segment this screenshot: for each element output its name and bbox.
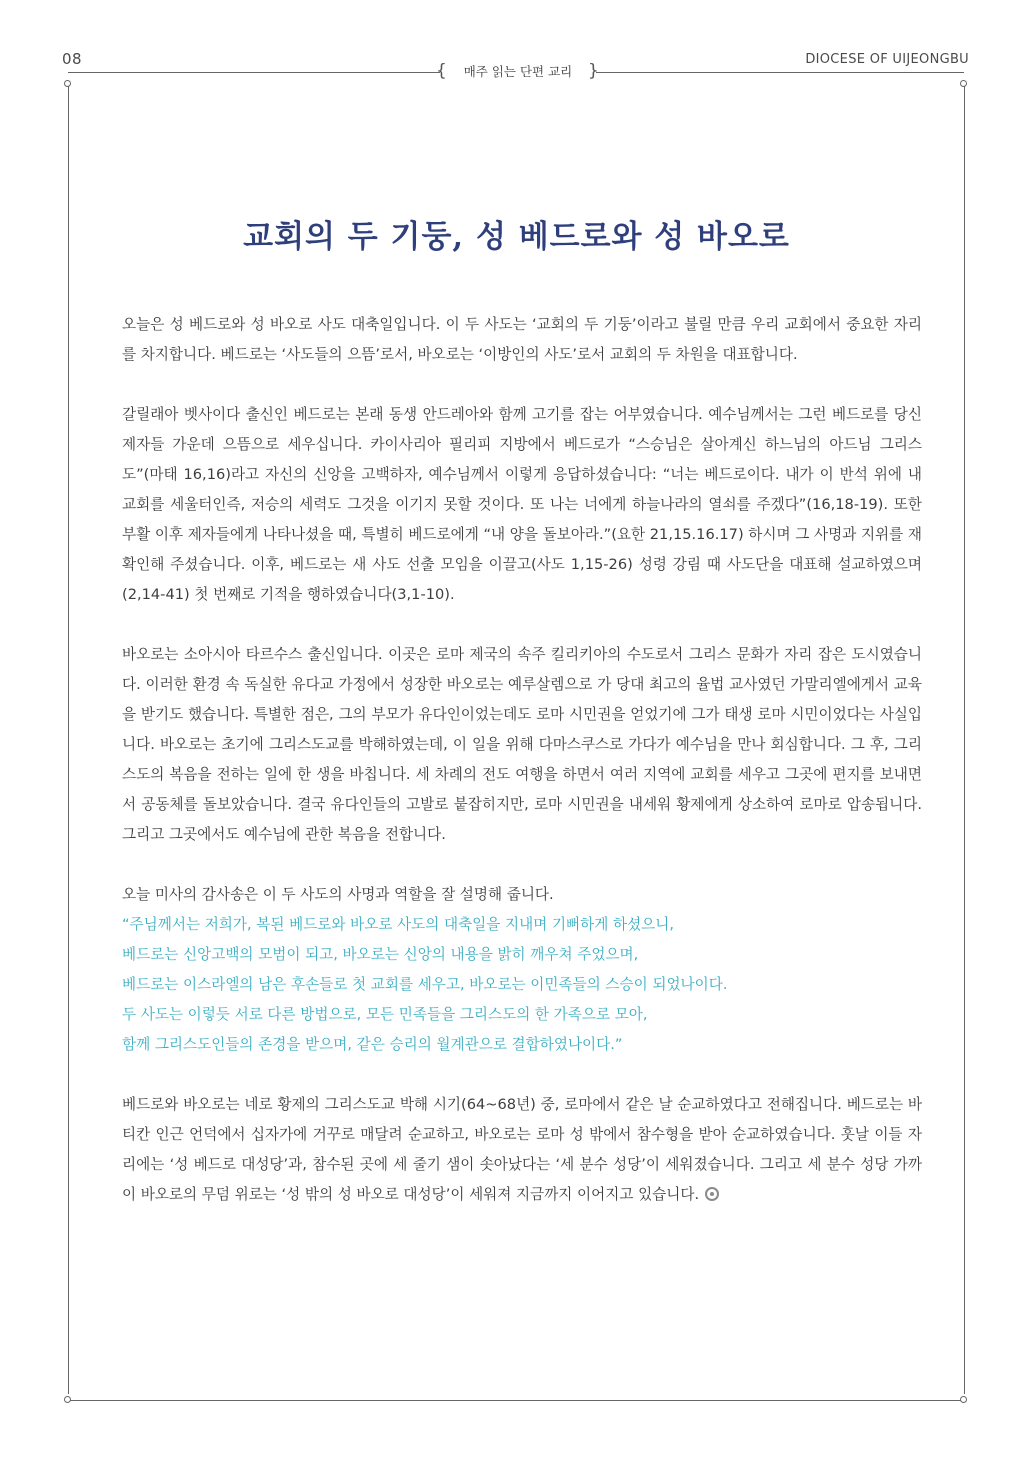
frame-bottom-border	[68, 1400, 964, 1401]
header-rule-left	[68, 72, 440, 73]
right-brace-icon: }	[588, 61, 599, 81]
corner-dot-icon	[960, 80, 967, 87]
corner-dot-icon	[64, 1396, 71, 1403]
page-number: 08	[62, 50, 83, 68]
section-label: 매주 읽는 단편 교리	[463, 64, 573, 79]
end-of-article-icon	[705, 1187, 719, 1201]
article-title: 교회의 두 기둥, 성 베드로와 성 바오로	[243, 218, 790, 255]
article-body	[122, 310, 922, 1210]
corner-dot-icon	[960, 1396, 967, 1403]
quote-line: “주님께서는 저희가, 복된 베드로와 바오로 사도의 대축일을 지내며 기뻐하게 하셨으니,	[122, 916, 675, 933]
quote-line: 두 사도는 이렇듯 서로 다른 방법으로, 모든 민족들을 그리스도의 한 가족으로 모아,	[122, 1006, 648, 1023]
paragraph-intro: 오늘은 성 베드로와 성 바오로 사도 대축일입니다. 이 두 사도는 ‘교회의 두 기둥’이라고 불릴 만큼 우리 교회에서 중요한 자리를 차지합니다. 베드로는 ‘사도들의 으뜸’로서, 바오로는 ‘이방인의 사도’로서 교회의 두 차원을 대표합니다.	[122, 316, 922, 363]
quote-line: 베드로는 신앙고백의 모범이 되고, 바오로는 신앙의 내용을 밝히 깨우쳐 주었으며,	[122, 946, 639, 963]
frame-left-border	[68, 84, 69, 1394]
paragraph-paul: 바오로는 소아시아 타르수스 출신입니다. 이곳은 로마 제국의 속주 킬리키아의 수도로서 그리스 문화가 자리 잡은 도시였습니다. 이러한 환경 속 독실한 유다교 가정에서 성장한 바오로는 예루살렘으로 가 당대 최고의 율법 교사였던 가말리엘에게서 교육을 받기도 했습니다. 특별한 점은, 그의 부모가 유다인이었는데도 로마 시민권을 얻었기에 그가 태생 로마 시민이었다는 사실입니다. 바오로는 초기에 그리스도교를 박해하였는데, 이 일을 위해 다마스쿠스로 가다가 예수님을 만나 회심합니다. 그 후, 그리스도의 복음을 전하는 일에 한 생을 바칩니다. 세 차례의 전도 여행을 하면서 여러 지역에 교회를 세우고 그곳에 편지를 보내면서 공동체를 돌보았습니다. 결국 유다인들의 고발로 붙잡히지만, 로마 시민권을 내세워 황제에게 상소하여 로마로 압송됩니다. 그리고 그곳에서도 예수님에 관한 복음을 전합니다.	[122, 646, 922, 843]
left-brace-icon: {	[436, 61, 447, 81]
quote-line: 베드로는 이스라엘의 남은 후손들로 첫 교회를 세우고, 바오로는 이민족들의 스승이 되었나이다.	[122, 976, 728, 993]
diocese-name: DIOCESE OF UIJEONGBU	[805, 52, 969, 67]
final-paragraph-text: 베드로와 바오로는 네로 황제의 그리스도교 박해 시기(64~68년) 중, 로마에서 같은 날 순교하였다고 전해집니다. 베드로는 바티칸 인근 언덕에서 십자가에 거꾸로 매달려 순교하고, 바오로는 로마 성 밖에서 참수형을 받아 순교하였습니다. 훗날 이들 자리에는 ‘성 베드로 대성당’과, 참수된 곳에 세 줄기 샘이 솟아났다는 ‘세 분수 성당’이 세워졌습니다. 그리고 세 분수 성당 가까이 바오로의 무덤 위로는 ‘성 밖의 성 바오로 대성당’이 세워져 지금까지 이어지고 있습니다.	[122, 1096, 922, 1203]
quote-line: 함께 그리스도인들의 존경을 받으며, 같은 승리의 월계관으로 결합하였나이다.”	[122, 1036, 623, 1053]
paragraph-martyrdom	[122, 1090, 922, 1210]
paragraph-peter: 갈릴래아 벳사이다 출신인 베드로는 본래 동생 안드레아와 함께 고기를 잡는 어부였습니다. 예수님께서는 그런 베드로를 당신 제자들 가운데 으뜸으로 세우십니다. 카이사리아 필리피 지방에서 베드로가 “스승님은 살아계신 하느님의 아드님 그리스도”(마태 16,16)라고 자신의 신앙을 고백하자, 예수님께서 이렇게 응답하셨습니다: “너는 베드로이다. 내가 이 반석 위에 내 교회를 세울터인즉, 저승의 세력도 그것을 이기지 못할 것이다. 또 나는 너에게 하늘나라의 열쇠를 주겠다”(16,18-19). 또한 부활 이후 제자들에게 나타나셨을 때, 특별히 베드로에게 “내 양을 돌보아라.”(요한 21,15.16.17) 하시며 그 사명과 지위를 재확인해 주셨습니다. 이후, 베드로는 새 사도 선출 모임을 이끌고(사도 1,15-26) 성령 강림 때 사도단을 대표해 설교하였으며(2,14-41) 첫 번째로 기적을 행하였습니다(3,1-10).	[122, 406, 922, 603]
paragraph-preface-intro: 오늘 미사의 감사송은 이 두 사도의 사명과 역할을 잘 설명해 줍니다.	[122, 886, 554, 903]
preface-quote	[122, 910, 922, 1060]
header-rule-right	[596, 72, 964, 73]
corner-dot-icon	[64, 80, 71, 87]
frame-right-border	[964, 84, 965, 1394]
